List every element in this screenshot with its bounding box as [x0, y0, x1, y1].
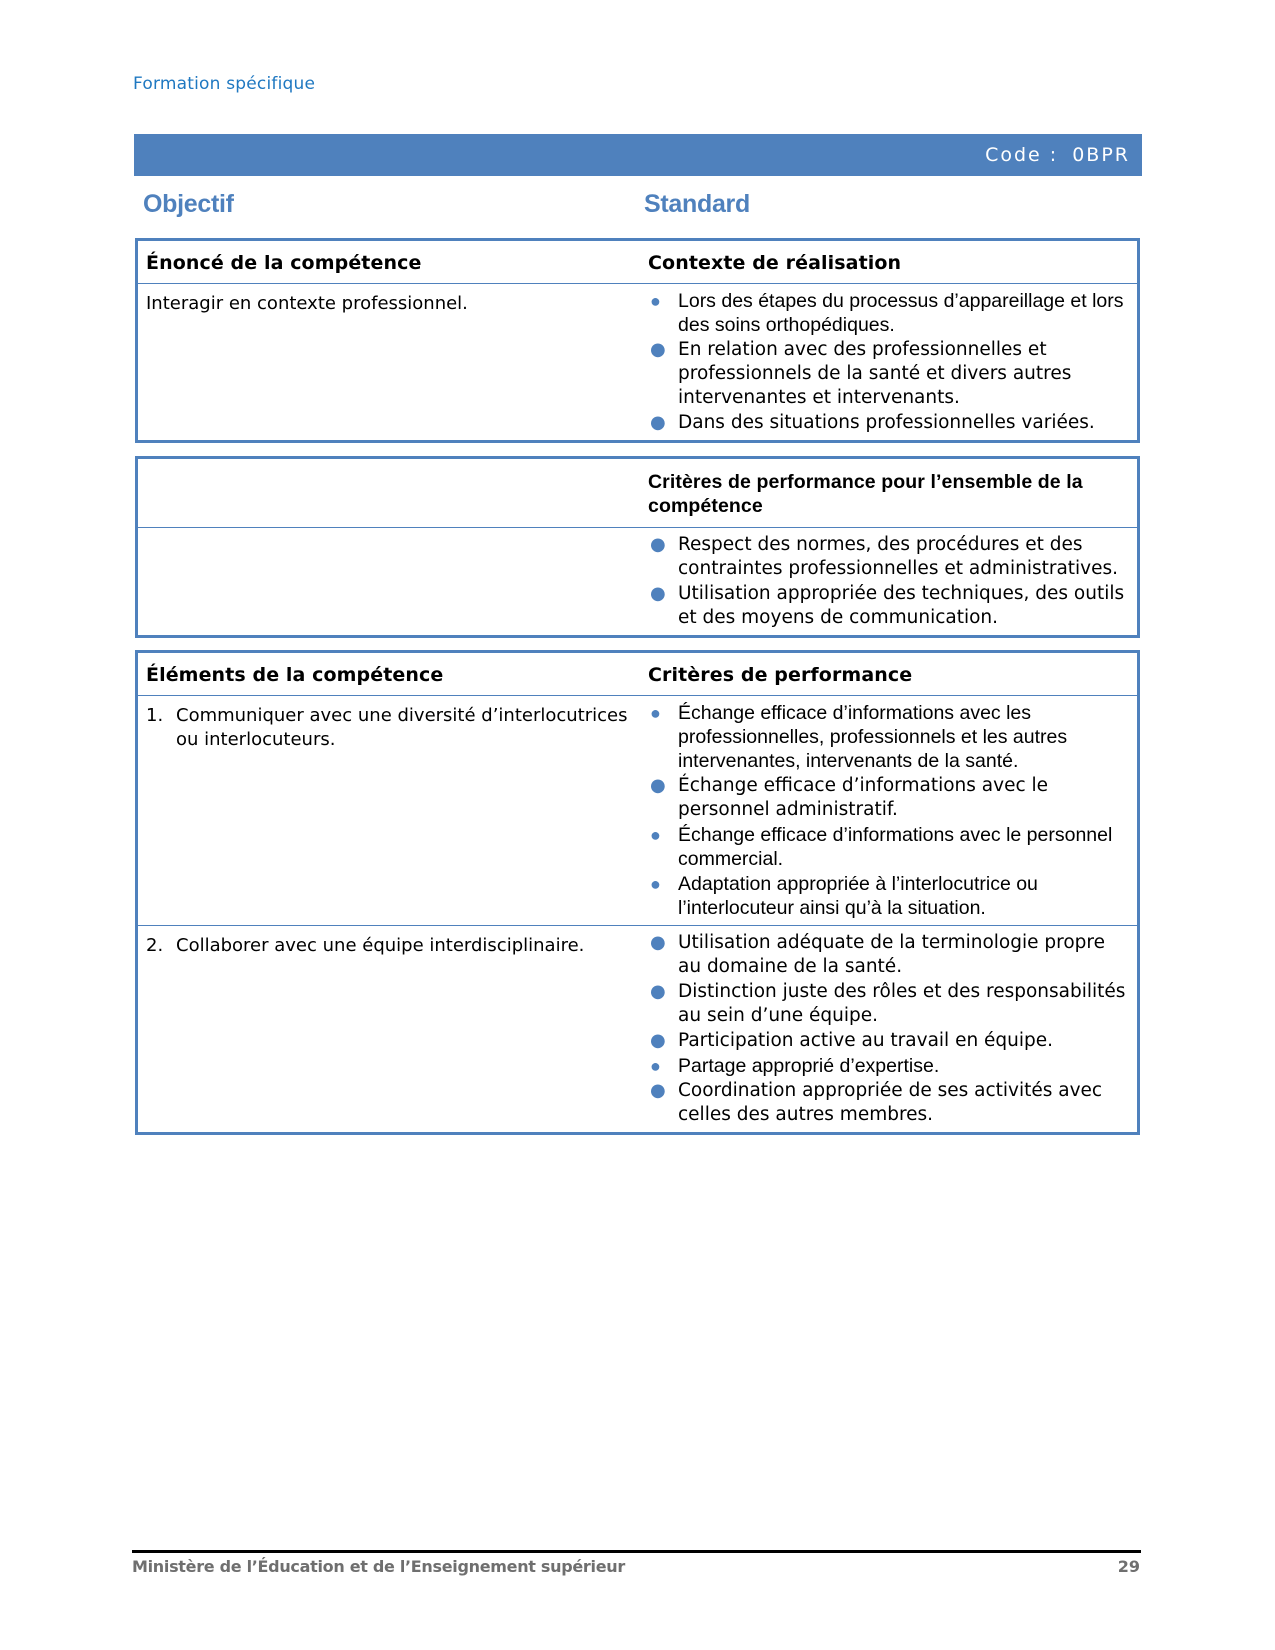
list-item: ● Partage approprié d’expertise.	[650, 1055, 940, 1077]
list-item: ● Distinction juste des rôles et des responsabilités au sein d’une équipe.	[650, 981, 1126, 1026]
list-item: ● Respect des normes, des procédures et des contraintes professionnelles et administratives.	[650, 534, 1119, 579]
statement-header: Énoncé de la compétence	[146, 252, 422, 274]
competence-statement: Interagir en contexte professionnel.	[146, 293, 468, 314]
bullet-dot-icon: ●	[650, 1056, 661, 1076]
criteria-header: Critères de performance	[648, 664, 913, 686]
list-item: ● Utilisation appropriée des techniques, des outils et des moyens de communication.	[650, 583, 1125, 628]
overall-criteria-list	[640, 528, 1137, 635]
bullet-dot-icon: ●	[650, 874, 661, 894]
overall-criteria-table	[135, 456, 1140, 638]
bullet-dot-icon: ●	[650, 339, 666, 360]
bullet-dot-icon: ●	[650, 412, 666, 433]
objectif-title: Objectif	[143, 190, 234, 218]
list-item: ● Coordination appropriée de ses activités avec celles des autres membres.	[650, 1080, 1103, 1125]
list-item: ● Échange efficace d’informations avec le personnel commercial.	[650, 824, 1113, 870]
bullet-dot-icon: ●	[650, 932, 666, 953]
bullet-dot-icon: ●	[650, 583, 666, 604]
elements-table	[135, 650, 1140, 1135]
footer-publisher: Ministère de l’Éducation et de l’Enseignement supérieur	[132, 1557, 625, 1576]
footer-rule	[132, 1550, 1141, 1553]
code-value: 0BPR	[1072, 144, 1130, 166]
list-item: ● Dans des situations professionnelles variées.	[650, 412, 1095, 433]
list-item: ● Adaptation appropriée à l’interlocutrice ou l’interlocuteur ainsi qu’à la situation.	[650, 873, 1038, 919]
bullet-dot-icon: ●	[650, 981, 666, 1002]
table-row	[137, 926, 1139, 1134]
overall-criteria-header: Critères de performance pour l’ensemble de la compétence	[648, 471, 1083, 517]
running-head: Formation spécifique	[133, 74, 316, 94]
list-item: ● Lors des étapes du processus d’appareillage et lors des soins orthopédiques.	[650, 290, 1124, 336]
list-item: ● Échange efficace d’informations avec les professionnelles, professionnels et les autres intervenantes, intervenants de la santé.	[650, 702, 1068, 772]
bullet-dot-icon: ●	[650, 1030, 666, 1051]
criteria-list	[640, 696, 1137, 925]
element-item: 2. Collaborer avec une équipe interdisciplinaire.	[146, 935, 585, 956]
list-item: ● Participation active au travail en équipe.	[650, 1030, 1054, 1051]
code-label: Code :	[985, 144, 1059, 166]
bullet-dot-icon: ●	[650, 825, 661, 845]
criteria-list	[640, 926, 1137, 1132]
table-row	[137, 696, 1139, 926]
element-item: 1. Communiquer avec une diversité d’interlocutrices ou interlocuteurs.	[146, 705, 628, 750]
list-item: ● Utilisation adéquate de la terminologie propre au domaine de la santé.	[650, 932, 1105, 977]
standard-title: Standard	[644, 190, 750, 218]
bullet-dot-icon: ●	[650, 291, 661, 311]
page-number: 29	[1117, 1557, 1140, 1576]
list-item: ● En relation avec des professionnelles et professionnels de la santé et divers autres intervenantes et intervenants.	[650, 339, 1072, 408]
bullet-dot-icon: ●	[650, 534, 666, 555]
elements-header: Éléments de la compétence	[146, 664, 444, 686]
code-bar	[134, 134, 1142, 176]
bullet-dot-icon: ●	[650, 703, 661, 723]
list-item: ● Échange efficace d’informations avec le personnel administratif.	[650, 775, 1049, 820]
context-header: Contexte de réalisation	[648, 252, 902, 274]
competence-statement-table	[135, 238, 1140, 443]
bullet-dot-icon: ●	[650, 775, 666, 796]
bullet-dot-icon: ●	[650, 1080, 666, 1101]
context-list	[640, 284, 1137, 440]
